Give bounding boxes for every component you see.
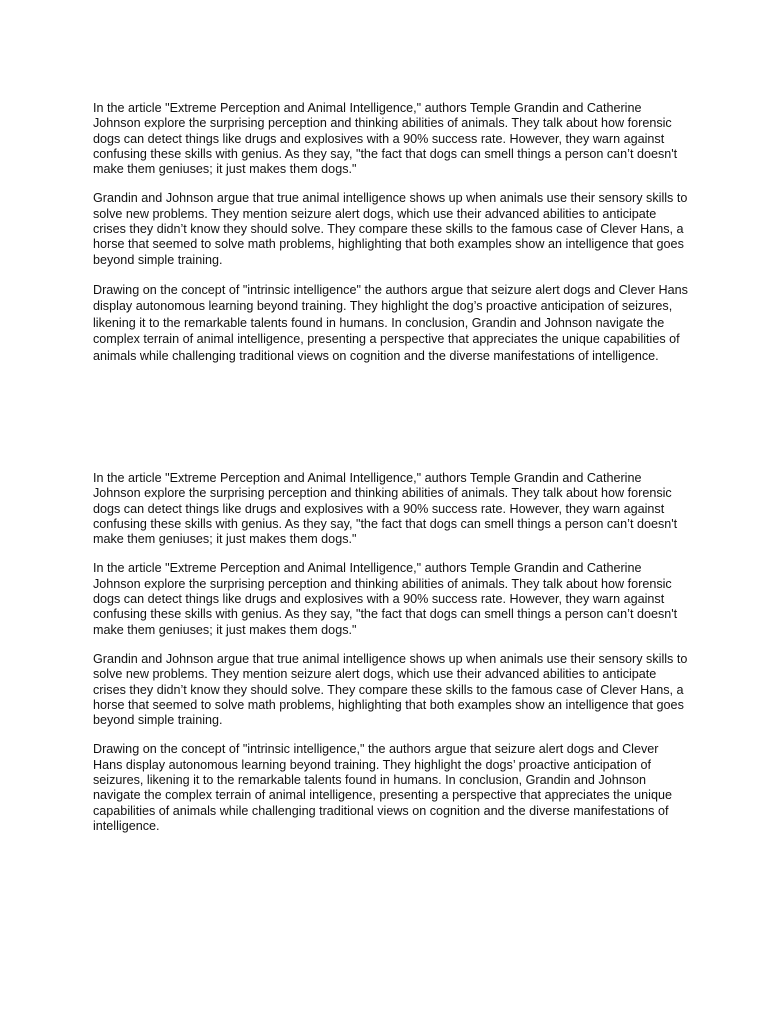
paragraph: Drawing on the concept of "intrinsic intelligence" the authors argue that seizure alert dogs and Clever Hans display autonomous learning beyond training. They highlight the dog’s proactive anticipation of seizures, likening it to the remarkable talents found in humans. In conclusion, Grandin and Johnson navigate the complex terrain of animal intelligence, presenting a perspective that appreciates the unique capabilities of animals while challenging traditional views on cognition and the diverse manifestations of intelligence. xyxy=(93,282,688,363)
essay-section-two xyxy=(93,471,689,848)
paragraph: In the article "Extreme Perception and Animal Intelligence," authors Temple Grandin and Catherine Johnson explore the surprising perception and thinking abilities of animals. They talk about how forensic dogs can detect things like drugs and explosives with a 90% success rate. However, they warn against confusing these skills with genius. As they say, "the fact that dogs can smell things a person can’t doesn't make them geniuses; it just makes them dogs." xyxy=(93,471,678,547)
paragraph: Grandin and Johnson argue that true animal intelligence shows up when animals use their sensory skills to solve new problems. They mention seizure alert dogs, which use their advanced abilities to anticipate crises they didn’t know they should solve. They compare these skills to the famous case of Clever Hans, a horse that seemed to solve math problems, highlighting that both examples show an intelligence that goes beyond simple training. xyxy=(93,651,688,728)
essay-section-one xyxy=(93,101,689,378)
paragraph: Grandin and Johnson argue that true animal intelligence shows up when animals use their sensory skills to solve new problems. They mention seizure alert dogs, which use their advanced abilities to anticipate crises they didn’t know they should solve. They compare these skills to the famous case of Clever Hans, a horse that seemed to solve math problems, highlighting that both examples show an intelligence that goes beyond simple training. xyxy=(93,191,688,267)
paragraph: Drawing on the concept of "intrinsic intelligence," the authors argue that seizure alert dogs and Clever Hans display autonomous learning beyond training. They highlight the dogs’ proactive anticipation of seizures, likening it to the remarkable talents found in humans. In conclusion, Grandin and Johnson navigate the complex terrain of animal intelligence, presenting a perspective that appreciates the unique capabilities of animals while challenging traditional views on cognition and the diverse manifestations of intelligence. xyxy=(93,742,672,833)
paragraph: In the article "Extreme Perception and Animal Intelligence," authors Temple Grandin and Catherine Johnson explore the surprising perception and thinking abilities of animals. They talk about how forensic dogs can detect things like drugs and explosives with a 90% success rate. However, they warn against confusing these skills with genius. As they say, "the fact that dogs can smell things a person can’t doesn't make them geniuses; it just makes them dogs." xyxy=(93,101,678,177)
paragraph: In the article "Extreme Perception and Animal Intelligence," authors Temple Grandin and Catherine Johnson explore the surprising perception and thinking abilities of animals. They talk about how forensic dogs can detect things like drugs and explosives with a 90% success rate. However, they warn against confusing these skills with genius. As they say, "the fact that dogs can smell things a person can’t doesn't make them geniuses; it just makes them dogs." xyxy=(93,561,678,637)
